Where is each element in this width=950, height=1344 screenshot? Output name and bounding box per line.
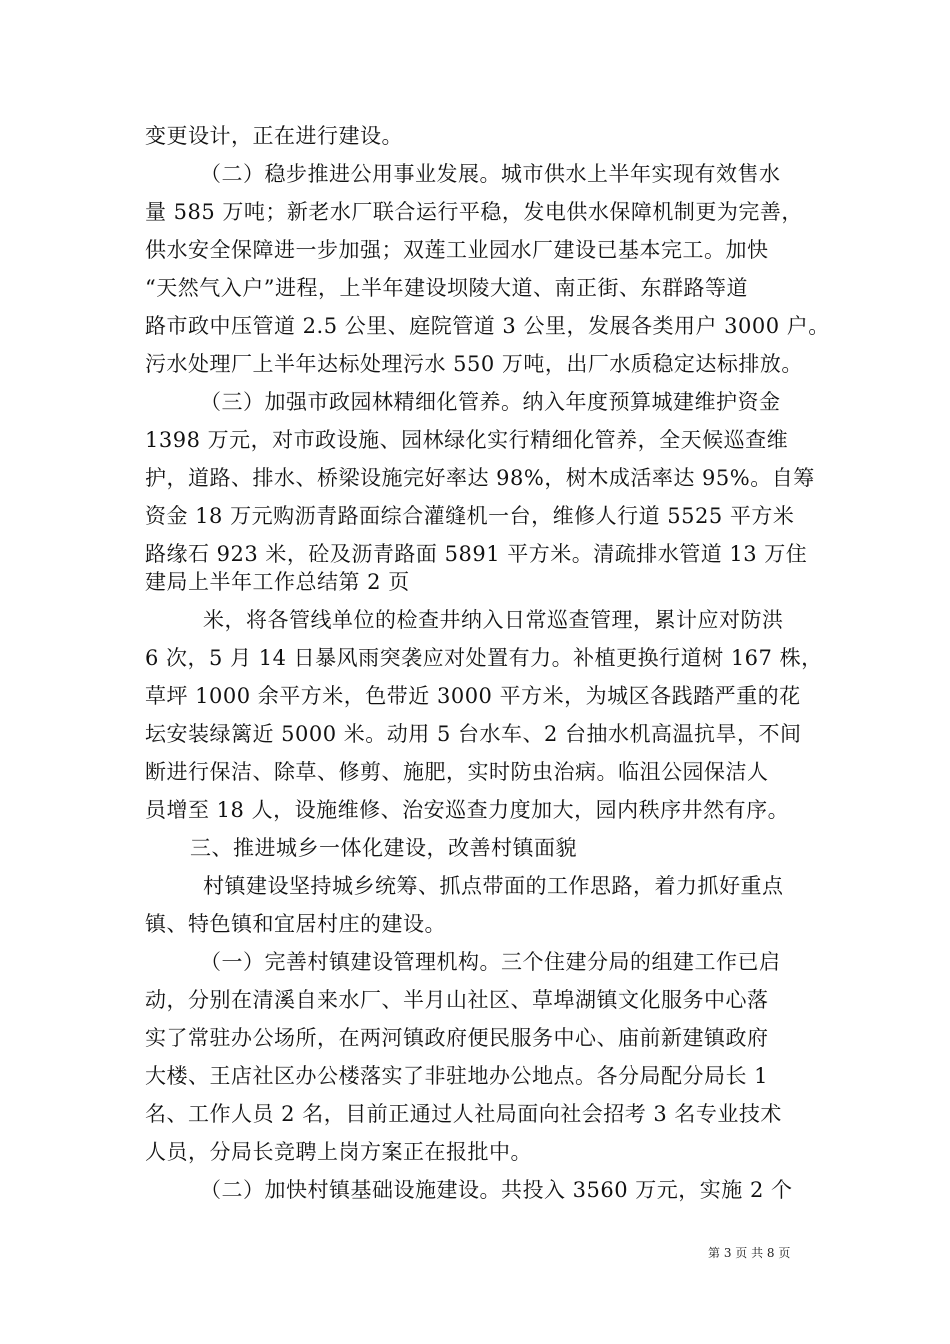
text-line: 名、工作人员 2 名，目前正通过人社局面向社会招考 3 名专业技术 (145, 1102, 782, 1126)
text-line: 路缘石 923 米，砼及沥青路面 5891 平方米。清疏排水管道 13 万住 (145, 542, 808, 566)
text-line: 大楼、王店社区办公楼落实了非驻地办公地点。各分局配分局长 1 (145, 1064, 769, 1088)
text-line: （二）稳步推进公用事业发展。城市供水上半年实现有效售水 (200, 162, 781, 186)
text-line: 草坪 1000 余平方米，色带近 3000 平方米，为城区各践踏严重的花 (145, 684, 801, 708)
section-heading: 三、推进城乡一体化建设，改善村镇面貌 (190, 836, 577, 860)
text-line: 路市政中压管道 2.5 公里、庭院管道 3 公里，发展各类用户 3000 户。 (145, 314, 830, 338)
text-line: 米，将各管线单位的检查井纳入日常巡查管理，累计应对防洪 (203, 608, 784, 632)
text-line: 坛安装绿篱近 5000 米。动用 5 台水车、2 台抽水机高温抗旱，不间 (145, 722, 802, 746)
text-line: “天然气入户”进程，上半年建设坝陵大道、南正街、东群路等道 (145, 276, 748, 300)
text-line: 变更设计，正在进行建设。 (145, 124, 403, 148)
text-line: 6 次，5 月 14 日暴风雨突袭应对处置有力。补植更换行道树 167 株， (145, 646, 823, 670)
text-line: 护，道路、排水、桥梁设施完好率达 98%，树木成活率达 95%。自筹 (145, 466, 815, 490)
text-line: 镇、特色镇和宜居村庄的建设。 (145, 912, 446, 936)
text-line: 员增至 18 人，设施维修、治安巡查力度加大，园内秩序井然有序。 (145, 798, 790, 822)
text-line: 污水处理厂上半年达标处理污水 550 万吨，出厂水质稳定达标排放。 (145, 352, 803, 376)
text-line: 人员，分局长竞聘上岗方案正在报批中。 (145, 1140, 532, 1164)
text-line: 建局上半年工作总结第 2 页 (145, 570, 410, 594)
text-line: 实了常驻办公场所，在两河镇政府便民服务中心、庙前新建镇政府 (145, 1026, 769, 1050)
text-line: （三）加强市政园林精细化管养。纳入年度预算城建维护资金 (200, 390, 781, 414)
text-line: 1398 万元，对市政设施、园林绿化实行精细化管养，全天候巡查维 (145, 428, 789, 452)
text-line: 量 585 万吨；新老水厂联合运行平稳，发电供水保障机制更为完善， (145, 200, 803, 224)
text-line: 断进行保洁、除草、修剪、施肥，实时防虫治病。临沮公园保洁人 (145, 760, 769, 784)
text-line: （一）完善村镇建设管理机构。三个住建分局的组建工作已启 (200, 950, 781, 974)
text-line: 供水安全保障进一步加强；双莲工业园水厂建设已基本完工。加快 (145, 238, 769, 262)
text-line: 村镇建设坚持城乡统筹、抓点带面的工作思路，着力抓好重点 (203, 874, 784, 898)
page-number: 第 3 页 共 8 页 (708, 1246, 791, 1260)
text-line: （二）加快村镇基础设施建设。共投入 3560 万元，实施 2 个 (200, 1178, 793, 1202)
text-line: 动，分别在清溪自来水厂、半月山社区、草埠湖镇文化服务中心落 (145, 988, 769, 1012)
text-line: 资金 18 万元购沥青路面综合灌缝机一台，维修人行道 5525 平方米 (145, 504, 795, 528)
